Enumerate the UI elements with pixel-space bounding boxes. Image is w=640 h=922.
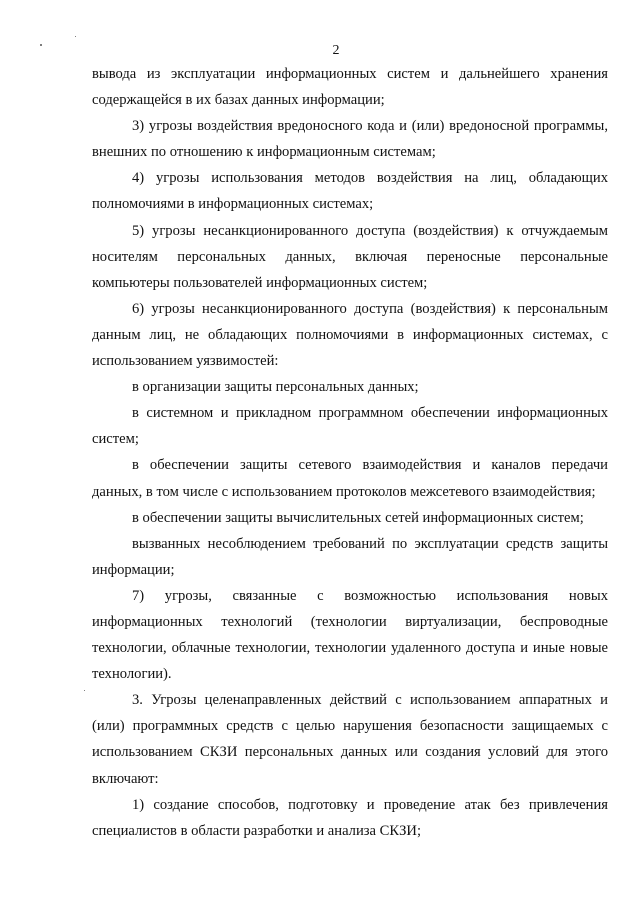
paragraph-threat-5: 5) угрозы несанкционированного доступа (воздействия) к отчуждаемым носителям персональных данных, включая переносные персональные компьютеры пользователей информационных систем; (92, 222, 608, 291)
paragraph-vulnerability-noncompliance: вызванных несоблюдением требований по эксплуатации средств защиты информации; (92, 535, 608, 578)
paragraph-vulnerability-software: в системном и прикладном программном обеспечении информационных систем; (92, 405, 608, 448)
scan-speck (84, 690, 85, 691)
paragraph-threat-7: 7) угрозы, связанные с возможностью использования новых информационных технологий (технологии виртуализации, беспроводные технологии, облачные технологии, технологии удаленного доступа и иные новые технологии). (92, 587, 608, 683)
paragraph-section-3-item-1: 1) создание способов, подготовку и проведение атак без привлечения специалистов в области разработки и анализа СКЗИ; (92, 796, 608, 839)
paragraph-vulnerability-network: в обеспечении защиты сетевого взаимодействия и каналов передачи данных, в том числе с использованием протоколов межсетевого взаимодействия; (92, 457, 608, 500)
paragraph-section-3: 3. Угрозы целенаправленных действий с использованием аппаратных и (или) программных средств с целью нарушения безопасности защищаемых с использованием СКЗИ персональных данных или создания условий для этого включают: (92, 692, 608, 787)
paragraph-threat-3: 3) угрозы воздействия вредоносного кода и (или) вредоносной программы, внешних по отношению к информационным системам; (92, 118, 608, 161)
paragraph-continuation: вывода из эксплуатации информационных систем и дальнейшего хранения содержащейся в их базах данных информации; (92, 66, 608, 109)
page-number: 2 (332, 43, 340, 58)
paragraph-threat-6: 6) угрозы несанкционированного доступа (воздействия) к персональным данным лиц, не обладающих полномочиями в информационных системах, с использованием уязвимостей: (92, 300, 608, 370)
scan-speck (75, 36, 76, 37)
document-body (92, 61, 608, 844)
paragraph-vulnerability-computing-networks: в обеспечении защиты вычислительных сетей информационных систем; (132, 509, 584, 526)
paragraph-threat-4: 4) угрозы использования методов воздействия на лиц, обладающих полномочиями в информационных системах; (92, 170, 608, 213)
paragraph-vulnerability-organization: в организации защиты персональных данных; (132, 379, 419, 396)
